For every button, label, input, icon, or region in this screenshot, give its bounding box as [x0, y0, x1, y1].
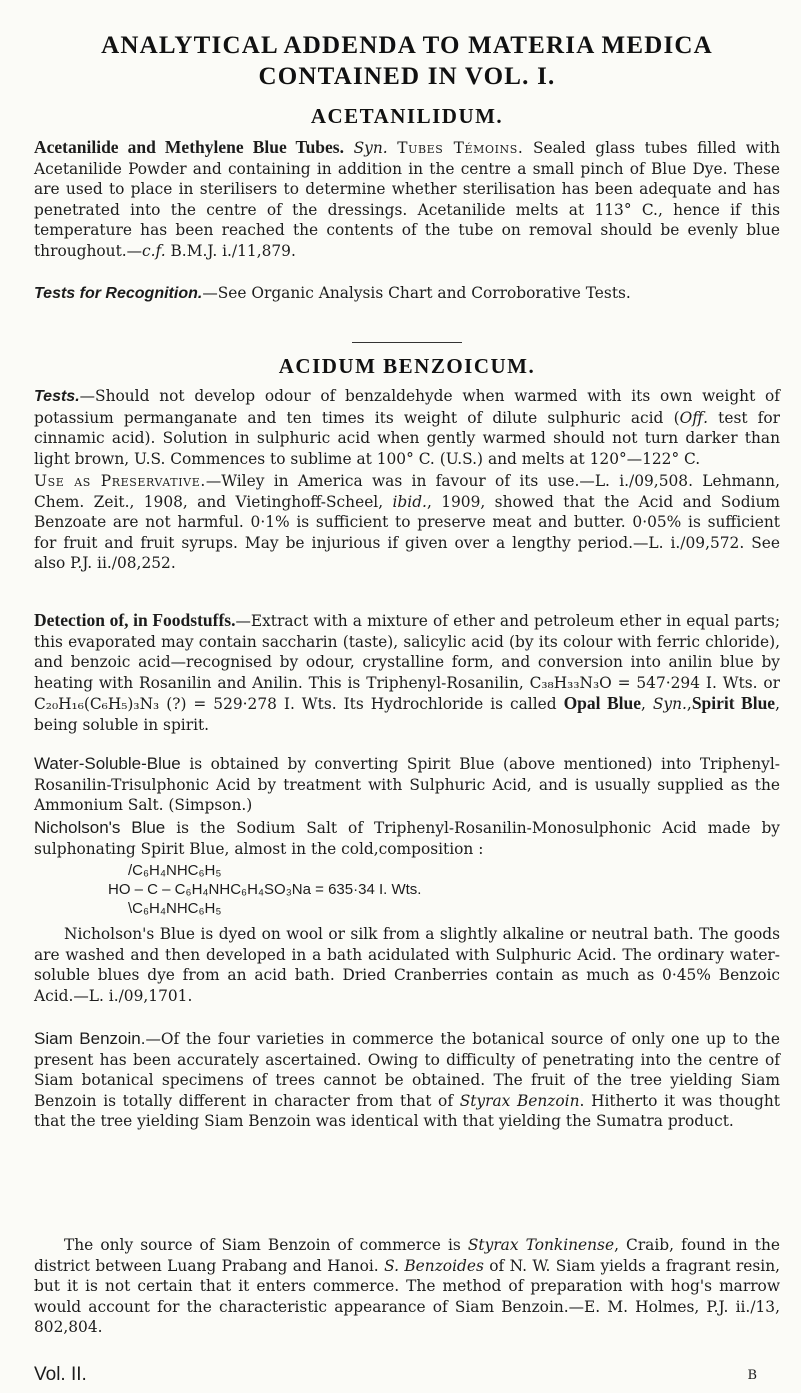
spirit-blue-term: Spirit Blue — [691, 693, 776, 714]
volume-label: Vol. II. — [34, 1364, 87, 1385]
paragraph-lead: Tests. — [34, 388, 80, 405]
syn-label: Syn. — [353, 139, 388, 157]
syn-value: Tubes Témoins. — [397, 139, 524, 157]
page-footer — [34, 1364, 780, 1390]
paragraph-text: —Of the four varieties in commerce the botanical source of only one up to the present has been accurately ascertained. Owing to difficulty of penetrating into the centre of Siam botanical specimens of trees cannot be obtained. The fruit of the tree yielding Siam Benzoin is totally different in character from that of — [34, 1030, 780, 1110]
main-title-line1: ANALYTICAL ADDENDA TO MATERIA MEDICA — [101, 32, 713, 59]
paragraph-text-tail: , being soluble in spirit. — [34, 695, 780, 734]
species-styrax-benzoin: Styrax Benzoin — [459, 1091, 580, 1110]
formula-line2: HO – C – C₆H₄NHC₆H₄SO₃Na = 635·34 I. Wts. — [108, 881, 422, 898]
paragraph-text: Sealed glass tubes filled with Acetanilide Powder and containing in addition in the centre a small pinch of Blue Dye. These are used to place in sterilisers to determine whether sterilisation has been adequate and has penetrated into the centre of the dressings. Acetanilide melts at 113° C., hence if this temperature has been reached the contents of the tube on removal should be evenly blue throughout.— — [34, 139, 780, 260]
paragraph-text: is the Sodium Salt of Triphenyl-Rosanilin-Monosulphonic Acid made by sulphonating Spirit Blue, almost in the cold,composition : — [34, 819, 780, 858]
species-styrax-tonkinense: Styrax Tonkinense — [467, 1236, 615, 1254]
opal-blue-term: Opal Blue — [563, 693, 641, 714]
chemical-formula — [34, 861, 780, 918]
paragraph-text-cont: , 1909, showed that the Acid and Sodium Benzoate are not harmful. 0·1% is sufficient to preserve meat and butter. 0·05% is sufficient for fruit and fruit syrups. May be injurious if given over a lengthy period.—L. i./09,572. See also P.J. ii./08,252. — [34, 492, 780, 573]
paragraph-text: —Extract with a mixture of ether and petroleum ether in equal parts; this evaporated may contain saccharin (taste), salicylic acid (by its colour with ferric chloride), and benzoic acid—recognised by odour, crystalline form, and conversion into anilin blue by heating with Rosanilin and Anilin. This is Triphenyl-Rosanilin, C₃₈H₃₃N₃O = 547·294 I. Wts. or C₂₀H₁₆(C₆H₅)₃N₃ (?) = 529·278 I. Wts. Its Hydrochloride is called — [34, 612, 781, 714]
paragraph-tests — [34, 386, 780, 469]
paragraph-acetanilide-tubes — [34, 137, 780, 262]
paragraph-lead: Use as Preservative. — [34, 472, 206, 490]
main-title-line2: CONTAINED IN VOL. I. — [258, 63, 556, 90]
paragraph-lead: Tests for Recognition. — [34, 285, 203, 302]
cf-abbrev: c.f. — [142, 241, 166, 260]
paragraph-lead: Water-Soluble-Blue — [34, 754, 181, 773]
paragraph-lead: Detection of, in Foodstuffs. — [34, 610, 236, 630]
paragraph-text: The only source of Siam Benzoin of commerce is — [64, 1236, 468, 1254]
paragraph-siam-benzoin — [34, 1029, 780, 1132]
paragraph-text-tail: of N. W. Siam yields a fragrant resin, but it is not certain that it enters commerce. The method of preparation with hog's marrow would account for the characteristic appearance of Siam Benzoin.—E. M. Holmes, P.J. ii./13, 802,804. — [34, 1256, 781, 1337]
paragraph-text: is obtained by converting Spirit Blue (above mentioned) into Triphenyl-Rosanilin-Trisulphonic Acid by treatment with Sulphuric Acid, and is usually supplied as the Ammonium Salt. (Simpson.) — [34, 755, 780, 815]
paragraph-text: Nicholson's Blue is dyed on wool or silk from a slightly alkaline or neutral bath. The goods are washed and then developed in a bath acidulated with Sulphuric Acid. The ordinary water-soluble blues dye from an acid bath. Dried Cranberries contain as much as 0·45% Benzoic Acid.—L. i./09,1701. — [34, 925, 780, 1005]
species-s-benzoides: S. Benzoides — [384, 1256, 484, 1275]
formula-line3: \C₆H₄NHC₆H₅ — [128, 900, 222, 917]
off-abbrev: Off. — [679, 408, 708, 427]
section-heading-acidum-benzoicum: ACIDUM BENZOICUM. — [278, 354, 536, 378]
paragraph-nicholsons-dyeing — [34, 924, 780, 1006]
paragraph-siam-benzoin-source — [34, 1235, 780, 1338]
syn-label: Syn. — [652, 695, 687, 714]
paragraph-tests-recognition — [34, 283, 780, 305]
paragraph-detection-foodstuffs: Detection of, in Foodstuffs.—Extract with a mixture of ether and petroleum ether in equal parts; this evaporated may contain saccharin (taste), salicylic acid (by its colour with ferric chloride), and benzoic acid—recognised by odour, crystalline form, and conversion into anilin blue by heating with Rosanilin and Anilin. This is Triphenyl-Rosanilin, C₃₈H₃₃N₃O = 547·294 I. Wts. or C₂₀H₁₆(C₆H₅)₃N₃ (?) = 529·278 I. Wts. Its Hydrochloride is called Opal Blue, Syn.,Spirit Blue, being soluble in spirit. — [34, 610, 781, 734]
paragraph-water-soluble-blue — [34, 754, 780, 816]
paragraph-text: —See Organic Analysis Chart and Corroborative Tests. — [202, 284, 631, 302]
paragraph-text-cont: , Craib, found in the district between Luang Prabang and Hanoi. — [34, 1236, 780, 1275]
section-divider — [352, 342, 462, 343]
paragraph-use-as-preservative — [34, 471, 780, 574]
paragraph-text: —Should not develop odour of benzaldehyde when warmed with its own weight of potassium permanganate and ten times its weight of dilute sulphuric acid ( — [34, 387, 780, 427]
section-heading-acetanilidum: ACETANILIDUM. — [310, 104, 504, 128]
signature-mark: B — [747, 1368, 758, 1383]
paragraph-lead: Acetanilide and Methylene Blue Tubes. — [34, 137, 344, 157]
paragraph-text-cont: . Hitherto it was thought that the tree yielding Siam Benzoin was identical with that yielding the Sumatra product. — [34, 1091, 780, 1131]
paragraph-lead: Siam Benzoin. — [34, 1029, 146, 1048]
paragraph-lead: Nicholson's Blue — [34, 818, 166, 837]
paragraph-text-cont: test for cinnamic acid). Solution in sulphuric acid when gently warmed should not turn darker than light brown, U.S. Commences to sublime at 100° C. (U.S.) and melts at 120°—122° C. — [34, 408, 781, 468]
paragraph-nicholsons-blue — [34, 818, 780, 859]
reference: B.M.J. i./11,879. — [165, 241, 296, 260]
ibid-abbrev: ibid. — [392, 492, 427, 511]
paragraph-text: —Wiley in America was in favour of its use.—L. i./09,508. Lehmann, Chem. Zeit., 1908, and Vietinghoff-Scheel, — [34, 472, 780, 511]
formula-line1: /C₆H₄NHC₆H₅ — [128, 862, 222, 879]
